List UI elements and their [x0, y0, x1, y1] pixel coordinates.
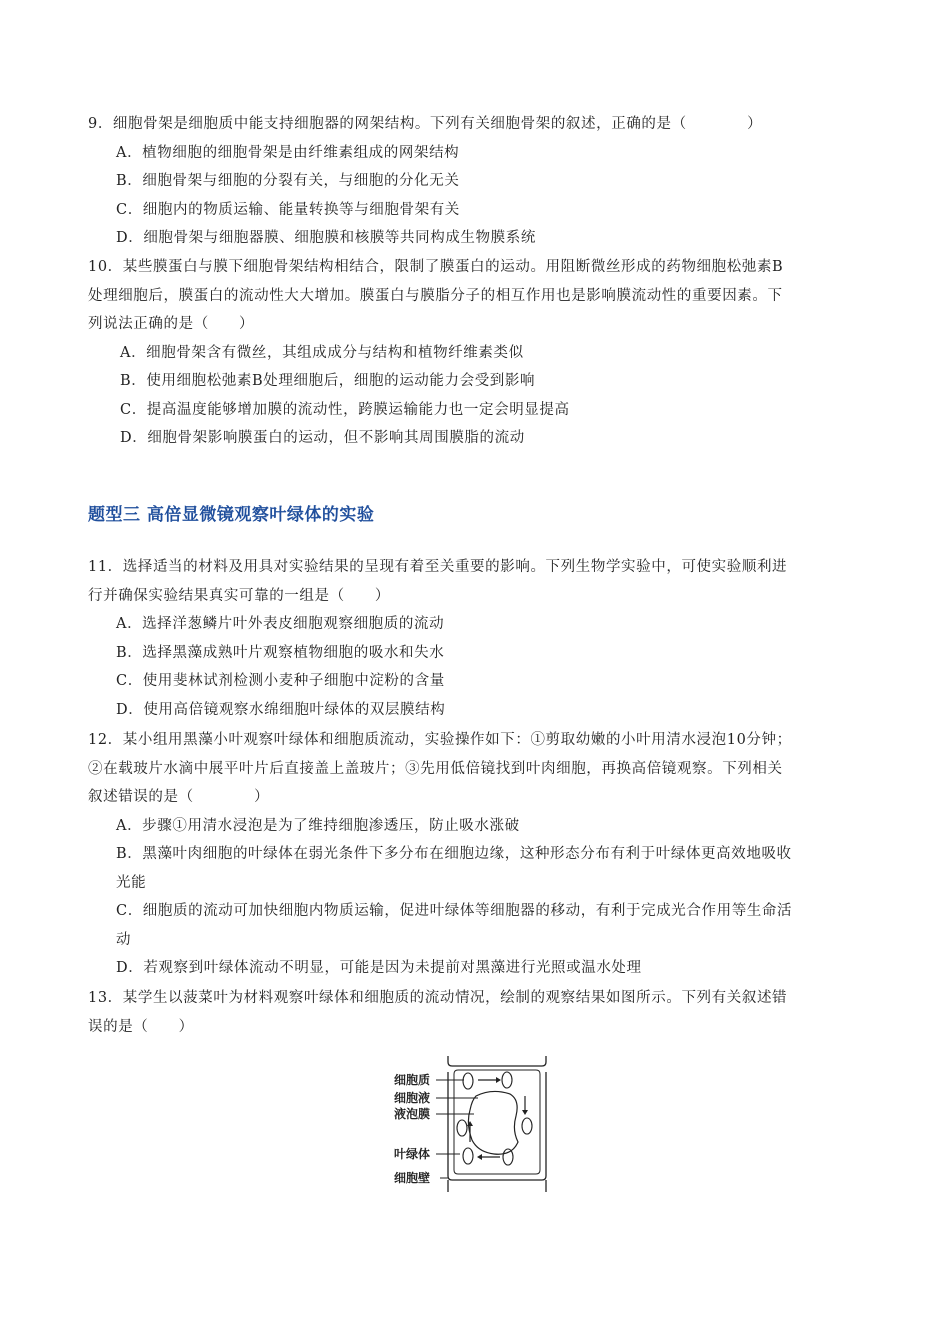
arrow-head: [496, 1077, 501, 1083]
question-12: [88, 726, 868, 983]
cell-wall-top: [448, 1056, 546, 1066]
chloroplast: [503, 1149, 513, 1165]
question-13: [88, 984, 868, 1041]
question-10-stem-line: 处理细胞后，膜蛋白的流动性大大增加。膜蛋白与膜脂分子的相互作用也是影响膜流动性的重要因素。下: [88, 287, 783, 304]
question-12-stem-line: 叙述错误的是（ ）: [88, 789, 270, 805]
question-10-option-d: D．细胞骨架影响膜蛋白的运动，但不影响其周围膜脂的流动: [120, 430, 525, 446]
question-10-stem-line: 10．某些膜蛋白与膜下细胞骨架结构相结合，限制了膜蛋白的运动。用阻断微丝形成的药物细胞松弛素B: [88, 259, 784, 275]
question-10: [88, 253, 868, 453]
cell-membrane: [454, 1070, 540, 1174]
question-12-stem-line: 12．某小组用黑藻小叶观察叶绿体和细胞质流动，实验操作如下：①剪取幼嫩的小叶用清水浸泡10分钟；: [88, 732, 792, 748]
question-9-option-b: B．细胞骨架与细胞的分裂有关，与细胞的分化无关: [116, 173, 460, 189]
question-11-option-a: A．选择洋葱鳞片叶外表皮细胞观察细胞质的流动: [116, 616, 445, 632]
question-11-stem-line: 11．选择适当的材料及用具对实验结果的呈现有着至关重要的影响。下列生物学实验中，可使实验顺利进: [88, 559, 788, 575]
option-text: A．步骤①用清水浸泡是为了维持细胞渗透压，防止吸水涨破: [116, 817, 520, 834]
question-9: [88, 110, 868, 253]
question-11-option-b: B．选择黑藻成熟叶片观察植物细胞的吸水和失水: [116, 644, 445, 661]
chloroplast: [457, 1120, 467, 1136]
option-text: C．细胞质的流动可加快细胞内物质运输，促进叶绿体等细胞器的移动，有利于完成光合作用等生命活: [116, 903, 793, 919]
chloroplast: [463, 1148, 473, 1164]
question-9-option-a: A．植物细胞的细胞骨架是由纤维素组成的网架结构: [116, 144, 460, 161]
option-text-continued: 光能: [116, 874, 147, 891]
label-chloroplast: 叶绿体: [394, 1147, 431, 1161]
vacuole: [468, 1091, 518, 1154]
arrow-head: [477, 1154, 482, 1160]
question-10-option-b: B．使用细胞松弛素B处理细胞后，细胞的运动能力会受到影响: [120, 373, 536, 389]
chloroplast: [502, 1072, 512, 1088]
question-12-stem-line: ②在载玻片水滴中展平叶片后直接盖上盖玻片；③先用低倍镜找到叶肉细胞，再换高倍镜观察。下列相关: [88, 760, 783, 777]
question-10-stem-line: 列说法正确的是（ ）: [88, 316, 255, 332]
cell-diagram: [392, 1054, 562, 1196]
question-9-option-c: C．细胞内的物质运输、能量转换等与细胞骨架有关: [116, 201, 460, 218]
option-text: D．若观察到叶绿体流动不明显，可能是因为未提前对黑藻进行光照或温水处理: [116, 960, 642, 976]
question-10-option-c: C．提高温度能够增加膜的流动性，跨膜运输能力也一定会明显提高: [120, 401, 570, 418]
chloroplast: [522, 1118, 532, 1134]
question-13-stem-line: 误的是（ ）: [88, 1018, 194, 1035]
question-11-stem-line: 行并确保实验结果真实可靠的一组是（ ）: [88, 587, 390, 604]
cell-diagram-svg: [392, 1054, 562, 1196]
label-cell-sap: 细胞液: [394, 1091, 431, 1105]
arrow-head: [522, 1110, 528, 1115]
question-9-option-d: D．细胞骨架与细胞器膜、细胞膜和核膜等共同构成生物膜系统: [116, 230, 536, 246]
chloroplast: [463, 1073, 473, 1089]
question-9-stem: 9．细胞骨架是细胞质中能支持细胞器的网架结构。下列有关细胞骨架的叙述，正确的是（ ）: [88, 116, 763, 132]
question-12-option-c: [88, 897, 868, 954]
label-cell-wall: 细胞壁: [394, 1171, 431, 1185]
question-11-option-c: C．使用斐林试剂检测小麦种子细胞中淀粉的含量: [116, 673, 445, 689]
label-tonoplast: 液泡膜: [394, 1107, 431, 1121]
question-10-option-a: A．细胞骨架含有微丝，其组成成分与结构和植物纤维素类似: [120, 344, 524, 361]
question-12-option-a: [88, 812, 868, 841]
question-11-option-d: D．使用高倍镜观察水绵细胞叶绿体的双层膜结构: [116, 701, 446, 718]
section-heading: 题型三 高倍显微镜观察叶绿体的实验: [88, 505, 375, 525]
question-12-option-d: [88, 954, 868, 983]
option-text-continued: 动: [116, 931, 132, 948]
option-text: B．黑藻叶肉细胞的叶绿体在弱光条件下多分布在细胞边缘，这种形态分布有利于叶绿体更高效地吸收: [116, 846, 792, 862]
cell-wall-outer: [448, 1072, 546, 1180]
question-11: [88, 553, 868, 724]
label-cytoplasm: 细胞质: [394, 1073, 431, 1087]
question-13-stem-line: 13．某学生以菠菜叶为材料观察叶绿体和细胞质的流动情况，绘制的观察结果如图所示。下列有关叙述错: [88, 990, 788, 1006]
question-12-option-b: [88, 840, 868, 897]
